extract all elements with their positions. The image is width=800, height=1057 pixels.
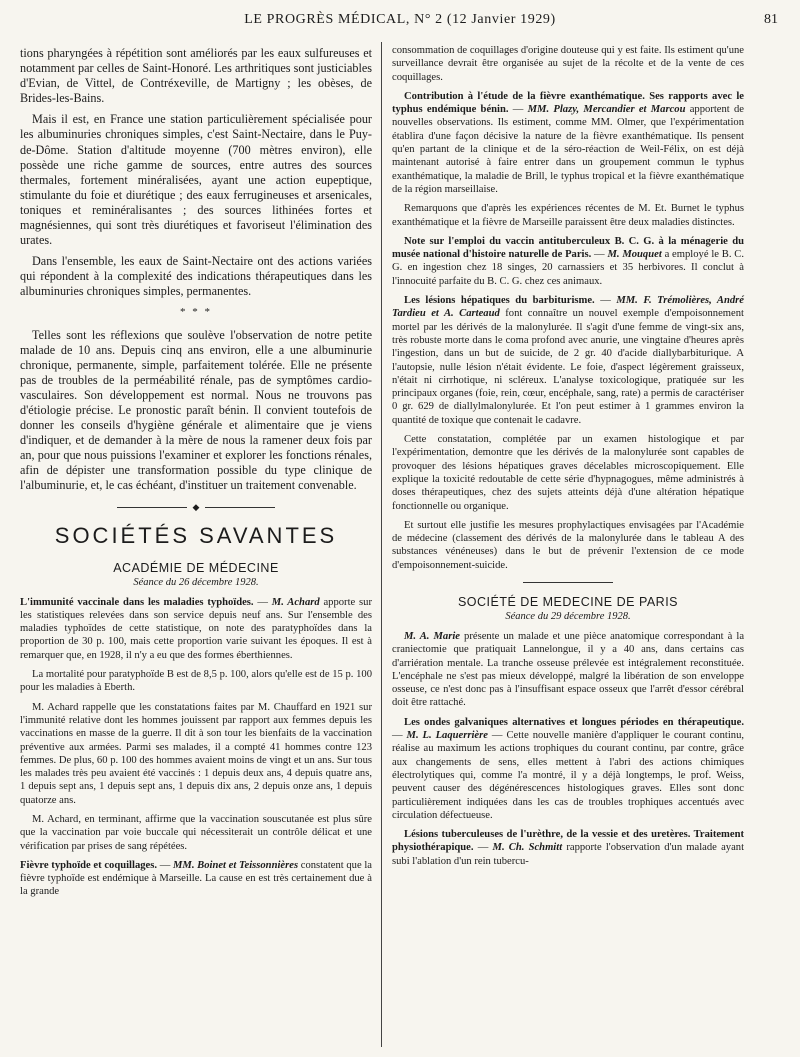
paper-author: M. Achard (271, 596, 320, 608)
paper-title: Note sur l'emploi du vaccin antituberculeux B. C. G. à la ménagerie du musée national d'histoire naturelle de Paris. (392, 235, 744, 261)
paper-author: M. Mouquet (607, 249, 662, 261)
paper-author: MM. Plazy, Mercandier et Marcou (527, 104, 686, 116)
paragraph: Lésions tuberculeuses de l'urèthre, de la vessie et des uretères. Traitement physiothérapique. — M. Ch. Schmitt rapporte l'observation d'un malade ayant subi l'ablation d'un rein tubercu- (392, 829, 745, 867)
paper-title: L'immunité vaccinale dans les maladies typhoïdes. (20, 596, 254, 608)
paragraph: M. Achard, en terminant, affirme que la vaccination souscutanée est plus sûre que la vaccination par voie buccale qui nécessiterait un contrôle délicat et une vérification par prises de sang répétées. (20, 813, 372, 852)
paragraph: Les lésions hépatiques du barbiturisme. — MM. F. Trémolières, André Tardieu et A. Carteaud font connaître un nouvel exemple d'empoisonnement mortel par les dérivés de la malonylurée. Il s'agit d'une femme de vingt-six ans, très robuste morte dans le coma profond avec anurie, une vingtaine d'heures après l'ingestion, dans un but de suicide, de 2 gr. 40 d'acide diallybarbiturique. A l'autopsie, nulle lésion n'était évidente. Le foie, d'aspect légèrement graisseux, n'était ni cirrhotique, ni scléreux. L'analyse toxicologique, pratiquée sur les principaux organes (foie, rein, cœur, encéphale, sang, rate) a permis de caractériser 0 gr. 629 de diallylmalonylurée. Et l'on peut estimer à 1 grammes environ la quantité de toxique que contenait le cadavre. (392, 295, 745, 426)
paragraph: Telles sont les réflexions que soulève l'observation de notre petite malade de 10 ans. Depuis cinq ans environ, elle a une albuminurie chronique, permanente, simple, parfaitement tolérée. Elle ne présente pas de troubles de la perméabilité rénale, pas de symptômes cardio-vasculaires. Son développement est normal. Nous ne trouvons pas d'étiologie précise. Le pronostic paraît bénin. Il convient toutefois de donner les conseils d'hygiène générale et alimentaire que je viens d'indiquer, et de demander à la mère de nous la ramener deux fois par an, pour que nous puissions l'examiner et explorer les fonctions rénales, afin de dépister une transformation possible du type clinique de l'albuminurie, et, le cas échéant, d'instituer un traitement convenable. (20, 327, 372, 493)
paragraph: Mais il est, en France une station particulièrement spécialisée pour les albuminuries chroniques simples, c'est Saint-Nectaire, dans le Puy-de-Dôme. Station d'altitude moyenne (700 mètres environ), elle possède une riche gamme de sources, entre autres des sources thermales, fortement minéralisées, ayant une action eupeptique, stimulante du foie et diurétique ; des eaux ferrugineuses et arsenicales, toniques et reminéralisantes ; des sources lithinées fortes et magnésiennes, qui sont très diurétiques et favoriseut l'élimination des urates. (20, 112, 372, 248)
section-title: SOCIÉTÉS SAVANTES (54, 522, 338, 548)
page-number: 81 (764, 12, 778, 27)
paragraph: L'immunité vaccinale dans les maladies typhoïdes. — M. Achard apporte sur les statistiques relevées dans son service depuis neuf ans. Sur l'ensemble des maladies typhoïdes de cette statistique, on note des paratyphoïdes dans la proportion de 30 p. 100, mais cette proportion varie suivant les époques. Il est à remarquer que, en 1928, il n'y a eu que des formes éberthiennes. (20, 596, 372, 661)
ornamental-rule (20, 502, 372, 513)
paragraph: consommation de coquillages d'origine douteuse qui y est faite. Ils estiment qu'une surveillance devrait être organisée au sujet de la récolte et de la vente de ces coquillages. (392, 45, 744, 83)
session-date: Séance du 29 décembre 1928. (505, 610, 631, 622)
paragraph: La mortalité pour paratyphoïde B est de 8,5 p. 100, alors qu'elle est de 15 p. 100 pour les maladies à Eberth. (20, 669, 372, 694)
paper-author: M. L. Laquerrière (406, 730, 488, 742)
journal-title: LE PROGRÈS MÉDICAL, N° 2 (12 Janvier 1929) (244, 12, 556, 27)
paragraph: Fièvre typhoïde et coquillages. — MM. Boinet et Teissonnières constatent que la fièvre typhoïde est endémique à Marseille. La cause en est très certainement due à la grande (20, 859, 372, 898)
paper-title: Contribution à l'étude de la fièvre exanthématique. Ses rapports avec le typhus endémique bénin. (392, 90, 744, 116)
paper-text: a employé le B. C. G. en ingestion chez 18 singes, 20 carnassiers et 35 herbivores. Il conclut à l'innocuité parfaite du B. C. G. chez ces animaux. (392, 249, 744, 287)
paper-text: rapporte l'observation d'un malade ayant subi l'ablation d'un rein tubercu- (392, 842, 745, 867)
paragraph: Contribution à l'étude de la fièvre exanthématique. Ses rapports avec le typhus endémique bénin. — MM. Plazy, Mercandier et Marcou apportent de nouvelles observations. Ils estiment, comme MM. Olmer, que l'expérimentation établira d'une façon décisive la nature de la fièvre exanthématique. Ils pensent qu'en partant de la clinique et de la séro-réaction de Weil-Félix, on est déjà maintenant autorisé à faire entrer dans un groupement commun le typhus exanthématique, la maladie de Brill, le typhus tropical et la fièvre exanthématique de la région marseillaise. (392, 90, 744, 195)
session-date: Séance du 26 décembre 1928. (133, 576, 259, 588)
paper-text: constatent que la fièvre typhoïde est endémique à Marseille. La cause en est très certainement due à la grande (20, 859, 372, 898)
paragraph: Remarquons que d'après les expériences récentes de M. Et. Burnet le typhus exanthématique et la fièvre de Marseille paraissent être deux maladies distinctes. (392, 203, 744, 228)
paragraph: tions pharyngées à répétition sont améliorés par les eaux sulfureuses et notamment par celles de Saint-Honoré. Les arthritiques sont justiciables d'Evian, de Vittel, de Contréxeville, de Martigny ; les obèses, de Brides-les-Bains. (20, 46, 372, 106)
paper-title: Les lésions hépatiques du barbiturisme. (404, 295, 595, 307)
ornament-icon: ◆ (192, 501, 200, 512)
paper-author: M. A. Marie (404, 630, 460, 642)
column-divider (381, 42, 382, 1047)
running-header (0, 10, 800, 34)
paper-title: Les ondes galvaniques alternatives et longues périodes en thérapeutique. (404, 716, 744, 728)
paper-author: M. Ch. Schmitt (492, 842, 563, 854)
paragraph (392, 630, 744, 710)
paper-title: Fièvre typhoïde et coquillages. (20, 859, 158, 871)
paragraph: Et surtout elle justifie les mesures prophylactiques envisagées par l'Académie de médecine (classement des dérivés de la malonylurée dans le tableau A des substances vénéneuses) dans le but de prévenir l'extension de ce mode d'empoisonnement-suicide. (392, 519, 744, 571)
paper-author: MM. F. Trémolières, André Tardieu et A. Carteaud (392, 295, 745, 320)
society-proceedings (20, 596, 372, 899)
paper-title: Lésions tuberculeuses de l'urèthre, de la vessie et des uretères. Traitement physiothérapique. (392, 829, 744, 854)
paragraph: M. Achard rappelle que les constatations faites par M. Chauffard en 1921 sur l'immunité relative dont les hommes jouissent par rapport aux femmes depuis les vaccinations en masse de la guerre. Il dit à son tour les bienfaits de la vaccination préventive aux armées. Parmi ses malades, il a compté 41 hommes contre 123 femmes. De plus, 60 p. 100 des hommes avaient moins de vingt et un ans. Sur tous les malades très peu avaient été vaccinés : 1 depuis deux ans, 4 depuis quatre ans, 1 depuis sept ans, 1 depuis sept ans, 1 depuis dix ans, 2 depuis onze ans, 1 depuis quatorze ans. (20, 701, 372, 806)
paper-text: apportent de nouvelles observations. Ils estiment, comme MM. Olmer, que l'expérimentation établira d'une façon décisive la nature de la fièvre exanthématique. Ils pensent qu'en partant de la clinique et de la séro-réaction de Weil-Félix, on est déjà maintenant autorisé à faire entrer dans un groupement commun le typhus exanthématique, la maladie de Brill, le typhus tropical et la fièvre exanthématique de la région marseillaise. (392, 104, 744, 195)
paragraph: Note sur l'emploi du vaccin antituberculeux B. C. G. à la ménagerie du musée national d'histoire naturelle de Paris. — M. Mouquet a employé le B. C. G. en ingestion chez 18 singes, 20 carnassiers et 35 herbivores. Il conclut à l'innocuité parfaite du B. C. G. chez ces animaux. (392, 235, 744, 287)
paper-text: Cette nouvelle manière d'appliquer le courant continu, réalise au maximum les actions trophiques du courant continu, par contre, grâce aux changements de sens, elles mettent à l'abri des actions chimiques électrolytiques qui, comme l'a montré, il y a déjà longtemps, le prof. Weiss, peuvent causer des dégénérescences histologiques graves. Elles sont donc particulièrement indiquées dans les cas de troubles trophiques accentués avec circulation défectueuse. (392, 730, 745, 821)
paragraph: Cette constatation, complétée par un examen histologique et par l'expérimentation, demontre que les dérivés de la malonylurée sont capables de provoquer des lésions hépatiques graves décelables microscopiquement. Elle explique la toxicité redoutable de cette série d'hypnagogues, même administrés à doses thérapeutiques, chez des sujets atteints déjà d'une altération hépatique fonctionnelle ou organique. (392, 434, 744, 512)
society-heading: ACADÉMIE DE MÉDECINE (113, 560, 279, 575)
paragraph: Les ondes galvaniques alternatives et longues périodes en thérapeutique. — M. L. Laquerrière — Cette nouvelle manière d'appliquer le courant continu, réalise au maximum les actions trophiques du courant continu, par contre, grâce aux changements de sens, elles mettent à l'abri des actions chimiques électrolytiques qui, comme l'a montré, il y a déjà longtemps, le prof. Weiss, peuvent causer des dégénérescences histologiques graves. Elles sont donc particulièrement indiquées dans les cas de troubles trophiques accentués avec circulation défectueuse. (392, 716, 745, 821)
paper-text: font connaître un nouvel exemple d'empoisonnement mortel par les dérivés de la malonylurée. Il s'agit d'une femme de vingt-six ans, très robuste morte dans le coma profond avec anurie, une vingtaine d'heures après l'ingestion, dans un but de suicide, de 2 gr. 40 d'acide diallybarbiturique. A l'autopsie, nulle lésion n'était évidente. Le foie, d'aspect légèrement graisseux, n'était ni cirrhotique, ni scléreux. L'analyse toxicologique, pratiquée sur les principaux organes (foie, rein, cœur, encéphale, sang, rate) a permis de caractériser 0 gr. 629 de diallylmalonylurée. Et l'on peut estimer à 1 grammes environ la quantité de toxique que contenait le cadavre. (392, 308, 744, 426)
right-column (392, 44, 744, 874)
paper-text: apporte sur les statistiques relevées dans son service depuis neuf ans. Sur l'ensemble des maladies typhoïdes de cette statistique, on note des paratyphoïdes dans la proportion de 30 p. 100, mais cette proportion varie suivant les époques. Il est à remarquer que, en 1928, il n'y a eu que des formes éberthiennes. (20, 596, 372, 661)
asterism: * * * (180, 305, 212, 318)
paragraph: Dans l'ensemble, les eaux de Saint-Nectaire ont des actions variées qui répondent à la complexité des indications thérapeutiques dans les albuminuries chroniques simples, permanentes. (20, 254, 372, 299)
paper-text: présente un malade et une pièce anatomique correspondant à la craniectomie que pratiquait Lannelongue, il y a 40 ans, dans certains cas d'arriération mentale. La tranche osseuse prélevée est intégralement reconstituée. L'encéphale ne s'est pas mieux développé, malgré la libération de son enveloppe osseuse, ce n'est donc pas à l'insuffisant espace osseux que l'arrêt d'essor cérébral doit être rattaché. (392, 630, 745, 709)
society-heading: SOCIÉTÉ DE MEDECINE DE PARIS (457, 594, 679, 609)
left-column (20, 46, 372, 905)
section-rule (523, 582, 613, 583)
paper-author: MM. Boinet et Teissonnières (172, 859, 299, 871)
